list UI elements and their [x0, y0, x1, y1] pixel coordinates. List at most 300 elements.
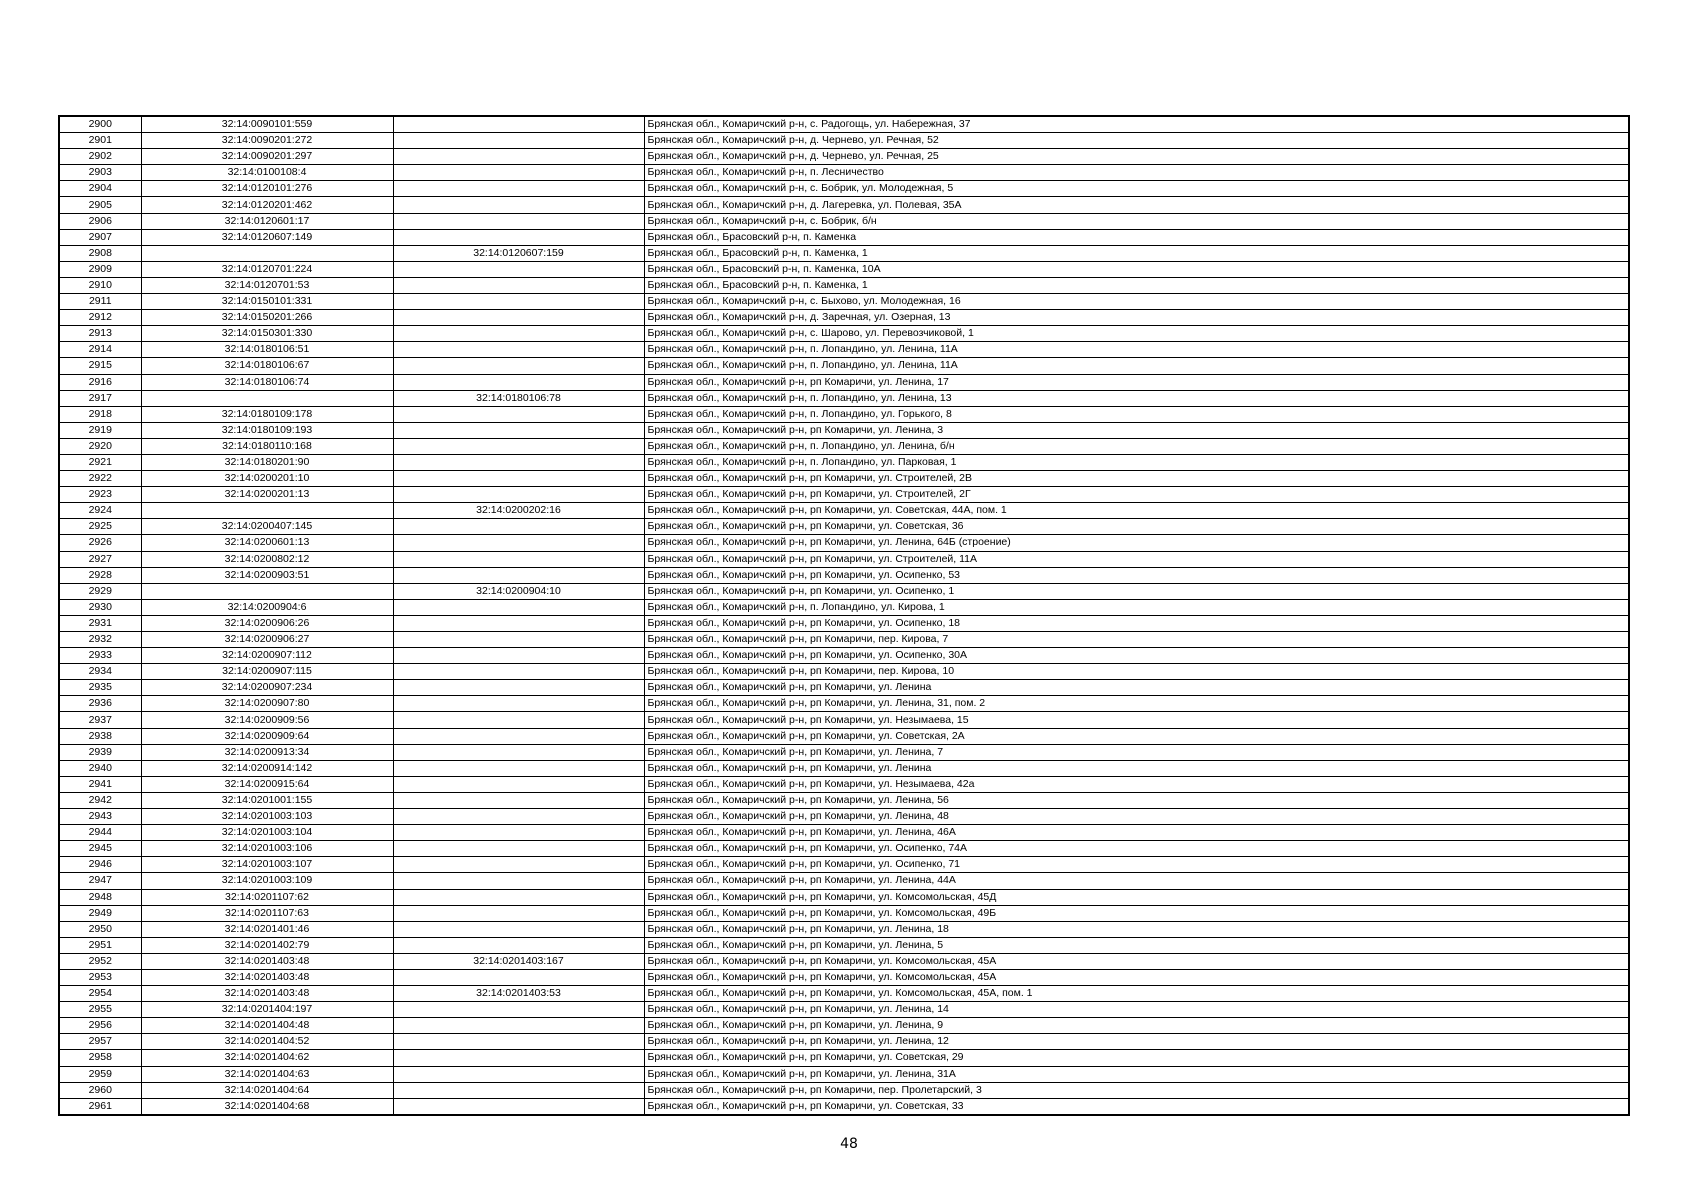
address-cell: Брянская обл., Комаричский р-н, рп Комаричи, ул. Ленина: [644, 760, 1629, 776]
cadastral-number-cell: [141, 583, 393, 599]
table-row: [59, 599, 1629, 615]
row-number-cell: 2946: [59, 857, 141, 873]
registry-table: [58, 115, 1630, 1116]
address-cell: Брянская обл., Комаричский р-н, рп Комаричи, ул. Строителей, 2Г: [644, 487, 1629, 503]
related-cadastral-number-cell: [393, 326, 644, 342]
address-cell: Брянская обл., Комаричский р-н, рп Комаричи, ул. Комсомольская, 45А: [644, 953, 1629, 969]
table-row: [59, 149, 1629, 165]
table-row: [59, 165, 1629, 181]
related-cadastral-number-cell: [393, 664, 644, 680]
cadastral-number-cell: 32:14:0090101:559: [141, 116, 393, 133]
address-cell: Брянская обл., Комаричский р-н, рп Комаричи, ул. Ленина, 31, пом. 2: [644, 696, 1629, 712]
related-cadastral-number-cell: [393, 1002, 644, 1018]
table-row: [59, 358, 1629, 374]
table-row: [59, 406, 1629, 422]
row-number-cell: 2944: [59, 825, 141, 841]
address-cell: Брянская обл., Комаричский р-н, п. Лопандино, ул. Ленина, б/н: [644, 438, 1629, 454]
cadastral-number-cell: 32:14:0201003:109: [141, 873, 393, 889]
row-number-cell: 2950: [59, 921, 141, 937]
table-row: [59, 696, 1629, 712]
related-cadastral-number-cell: [393, 374, 644, 390]
address-cell: Брянская обл., Комаричский р-н, п. Лопандино, ул. Ленина, 13: [644, 390, 1629, 406]
row-number-cell: 2918: [59, 406, 141, 422]
cadastral-number-cell: [141, 245, 393, 261]
address-cell: Брянская обл., Комаричский р-н, рп Комаричи, ул. Комсомольская, 45Д: [644, 889, 1629, 905]
address-cell: Брянская обл., Комаричский р-н, рп Комаричи, ул. Комсомольская, 45А: [644, 969, 1629, 985]
row-number-cell: 2905: [59, 197, 141, 213]
address-cell: Брянская обл., Комаричский р-н, рп Комаричи, ул. Советская, 2А: [644, 728, 1629, 744]
related-cadastral-number-cell: [393, 342, 644, 358]
related-cadastral-number-cell: [393, 728, 644, 744]
address-cell: Брянская обл., Комаричский р-н, рп Комаричи, ул. Ленина, 12: [644, 1034, 1629, 1050]
table-row: [59, 487, 1629, 503]
table-row: [59, 921, 1629, 937]
table-row: [59, 294, 1629, 310]
table-row: [59, 841, 1629, 857]
address-cell: Брянская обл., Комаричский р-н, рп Комаричи, ул. Комсомольская, 45А, пом. 1: [644, 986, 1629, 1002]
row-number-cell: 2936: [59, 696, 141, 712]
row-number-cell: 2913: [59, 326, 141, 342]
cadastral-number-cell: 32:14:0201003:104: [141, 825, 393, 841]
address-cell: Брянская обл., Комаричский р-н, рп Комаричи, пер. Кирова, 10: [644, 664, 1629, 680]
cadastral-number-cell: 32:14:0120101:276: [141, 181, 393, 197]
address-cell: Брянская обл., Комаричский р-н, рп Комаричи, ул. Незымаева, 15: [644, 712, 1629, 728]
row-number-cell: 2948: [59, 889, 141, 905]
related-cadastral-number-cell: [393, 632, 644, 648]
address-cell: Брянская обл., Брасовский р-н, п. Каменка, 10А: [644, 261, 1629, 277]
row-number-cell: 2956: [59, 1018, 141, 1034]
cadastral-number-cell: 32:14:0150101:331: [141, 294, 393, 310]
row-number-cell: 2902: [59, 149, 141, 165]
cadastral-number-cell: [141, 503, 393, 519]
table-row: [59, 809, 1629, 825]
cadastral-number-cell: 32:14:0180110:168: [141, 438, 393, 454]
related-cadastral-number-cell: [393, 471, 644, 487]
address-cell: Брянская обл., Комаричский р-н, п. Лопандино, ул. Парковая, 1: [644, 454, 1629, 470]
address-cell: Брянская обл., Комаричский р-н, рп Комаричи, ул. Строителей, 2В: [644, 471, 1629, 487]
related-cadastral-number-cell: [393, 519, 644, 535]
cadastral-number-cell: 32:14:0201107:63: [141, 905, 393, 921]
related-cadastral-number-cell: 32:14:0200202:16: [393, 503, 644, 519]
cadastral-number-cell: 32:14:0180106:51: [141, 342, 393, 358]
row-number-cell: 2934: [59, 664, 141, 680]
table-row: [59, 953, 1629, 969]
table-row: [59, 1098, 1629, 1115]
address-cell: Брянская обл., Комаричский р-н, рп Комаричи, пер. Кирова, 7: [644, 632, 1629, 648]
page-number: 48: [840, 1136, 858, 1152]
related-cadastral-number-cell: [393, 165, 644, 181]
related-cadastral-number-cell: [393, 310, 644, 326]
address-cell: Брянская обл., Комаричский р-н, д. Чернево, ул. Речная, 25: [644, 149, 1629, 165]
table-row: [59, 776, 1629, 792]
address-cell: Брянская обл., Комаричский р-н, рп Комаричи, ул. Ленина, 5: [644, 937, 1629, 953]
table-row: [59, 680, 1629, 696]
row-number-cell: 2909: [59, 261, 141, 277]
address-cell: Брянская обл., Комаричский р-н, рп Комаричи, ул. Осипенко, 18: [644, 615, 1629, 631]
related-cadastral-number-cell: [393, 825, 644, 841]
table-row: [59, 229, 1629, 245]
address-cell: Брянская обл., Комаричский р-н, п. Лопандино, ул. Кирова, 1: [644, 599, 1629, 615]
cadastral-number-cell: 32:14:0201404:63: [141, 1066, 393, 1082]
address-cell: Брянская обл., Комаричский р-н, рп Комаричи, ул. Ленина, 44А: [644, 873, 1629, 889]
cadastral-number-cell: 32:14:0200407:145: [141, 519, 393, 535]
row-number-cell: 2917: [59, 390, 141, 406]
row-number-cell: 2940: [59, 760, 141, 776]
row-number-cell: 2931: [59, 615, 141, 631]
row-number-cell: 2939: [59, 744, 141, 760]
row-number-cell: 2911: [59, 294, 141, 310]
address-cell: Брянская обл., Брасовский р-н, п. Каменка, 1: [644, 245, 1629, 261]
address-cell: Брянская обл., Комаричский р-н, рп Комаричи, ул. Осипенко, 71: [644, 857, 1629, 873]
table-row: [59, 197, 1629, 213]
row-number-cell: 2942: [59, 792, 141, 808]
related-cadastral-number-cell: [393, 229, 644, 245]
row-number-cell: 2953: [59, 969, 141, 985]
related-cadastral-number-cell: [393, 599, 644, 615]
row-number-cell: 2945: [59, 841, 141, 857]
cadastral-number-cell: 32:14:0201404:52: [141, 1034, 393, 1050]
row-number-cell: 2927: [59, 551, 141, 567]
related-cadastral-number-cell: [393, 149, 644, 165]
related-cadastral-number-cell: [393, 567, 644, 583]
related-cadastral-number-cell: [393, 905, 644, 921]
cadastral-number-cell: 32:14:0200907:112: [141, 648, 393, 664]
cadastral-number-cell: 32:14:0180106:74: [141, 374, 393, 390]
address-cell: Брянская обл., Комаричский р-н, рп Комаричи, ул. Осипенко, 1: [644, 583, 1629, 599]
related-cadastral-number-cell: [393, 294, 644, 310]
related-cadastral-number-cell: [393, 1066, 644, 1082]
cadastral-number-cell: 32:14:0201404:68: [141, 1098, 393, 1115]
cadastral-number-cell: 32:14:0200601:13: [141, 535, 393, 551]
table-row: [59, 454, 1629, 470]
address-cell: Брянская обл., Комаричский р-н, д. Лагеревка, ул. Полевая, 35А: [644, 197, 1629, 213]
row-number-cell: 2914: [59, 342, 141, 358]
row-number-cell: 2933: [59, 648, 141, 664]
address-cell: Брянская обл., Комаричский р-н, п. Лопандино, ул. Горького, 8: [644, 406, 1629, 422]
row-number-cell: 2924: [59, 503, 141, 519]
row-number-cell: 2937: [59, 712, 141, 728]
cadastral-number-cell: 32:14:0200907:115: [141, 664, 393, 680]
related-cadastral-number-cell: [393, 615, 644, 631]
related-cadastral-number-cell: [393, 116, 644, 133]
table-row: [59, 390, 1629, 406]
related-cadastral-number-cell: [393, 1050, 644, 1066]
registry-sheet: [58, 115, 1628, 1116]
address-cell: Брянская обл., Комаричский р-н, рп Комаричи, ул. Строителей, 11А: [644, 551, 1629, 567]
cadastral-number-cell: 32:14:0090201:297: [141, 149, 393, 165]
cadastral-number-cell: 32:14:0201401:46: [141, 921, 393, 937]
table-row: [59, 503, 1629, 519]
related-cadastral-number-cell: 32:14:0180106:78: [393, 390, 644, 406]
related-cadastral-number-cell: [393, 809, 644, 825]
related-cadastral-number-cell: [393, 969, 644, 985]
registry-table-body: [59, 116, 1629, 1115]
related-cadastral-number-cell: [393, 760, 644, 776]
table-row: [59, 374, 1629, 390]
row-number-cell: 2949: [59, 905, 141, 921]
related-cadastral-number-cell: [393, 277, 644, 293]
address-cell: Брянская обл., Комаричский р-н, рп Комаричи, ул. Ленина, 64Б (строение): [644, 535, 1629, 551]
related-cadastral-number-cell: 32:14:0201403:167: [393, 953, 644, 969]
related-cadastral-number-cell: [393, 213, 644, 229]
row-number-cell: 2932: [59, 632, 141, 648]
address-cell: Брянская обл., Брасовский р-н, п. Каменка, 1: [644, 277, 1629, 293]
address-cell: Брянская обл., Комаричский р-н, д. Чернево, ул. Речная, 52: [644, 133, 1629, 149]
address-cell: Брянская обл., Комаричский р-н, рп Комаричи, ул. Ленина, 46А: [644, 825, 1629, 841]
cadastral-number-cell: 32:14:0180109:193: [141, 422, 393, 438]
table-row: [59, 1082, 1629, 1098]
address-cell: Брянская обл., Комаричский р-н, рп Комаричи, ул. Советская, 36: [644, 519, 1629, 535]
related-cadastral-number-cell: [393, 889, 644, 905]
related-cadastral-number-cell: [393, 648, 644, 664]
table-row: [59, 438, 1629, 454]
cadastral-number-cell: 32:14:0200915:64: [141, 776, 393, 792]
cadastral-number-cell: 32:14:0201403:48: [141, 986, 393, 1002]
table-row: [59, 792, 1629, 808]
related-cadastral-number-cell: [393, 744, 644, 760]
table-row: [59, 744, 1629, 760]
table-row: [59, 664, 1629, 680]
row-number-cell: 2938: [59, 728, 141, 744]
related-cadastral-number-cell: [393, 422, 644, 438]
address-cell: Брянская обл., Комаричский р-н, рп Комаричи, ул. Ленина, 17: [644, 374, 1629, 390]
row-number-cell: 2929: [59, 583, 141, 599]
row-number-cell: 2921: [59, 454, 141, 470]
cadastral-number-cell: 32:14:0201003:103: [141, 809, 393, 825]
cadastral-number-cell: [141, 390, 393, 406]
related-cadastral-number-cell: [393, 438, 644, 454]
cadastral-number-cell: 32:14:0120201:462: [141, 197, 393, 213]
related-cadastral-number-cell: [393, 696, 644, 712]
address-cell: Брянская обл., Комаричский р-н, с. Бобрик, ул. Молодежная, 5: [644, 181, 1629, 197]
row-number-cell: 2900: [59, 116, 141, 133]
related-cadastral-number-cell: [393, 873, 644, 889]
row-number-cell: 2925: [59, 519, 141, 535]
related-cadastral-number-cell: [393, 181, 644, 197]
related-cadastral-number-cell: [393, 406, 644, 422]
related-cadastral-number-cell: [393, 680, 644, 696]
related-cadastral-number-cell: 32:14:0120607:159: [393, 245, 644, 261]
row-number-cell: 2926: [59, 535, 141, 551]
row-number-cell: 2952: [59, 953, 141, 969]
related-cadastral-number-cell: [393, 792, 644, 808]
cadastral-number-cell: 32:14:0180106:67: [141, 358, 393, 374]
table-row: [59, 116, 1629, 133]
row-number-cell: 2928: [59, 567, 141, 583]
table-row: [59, 1034, 1629, 1050]
address-cell: Брянская обл., Комаричский р-н, рп Комаричи, ул. Ленина, 14: [644, 1002, 1629, 1018]
table-row: [59, 133, 1629, 149]
table-row: [59, 986, 1629, 1002]
address-cell: Брянская обл., Комаричский р-н, рп Комаричи, ул. Ленина, 3: [644, 422, 1629, 438]
related-cadastral-number-cell: [393, 776, 644, 792]
cadastral-number-cell: 32:14:0201003:107: [141, 857, 393, 873]
related-cadastral-number-cell: 32:14:0201403:53: [393, 986, 644, 1002]
table-row: [59, 1050, 1629, 1066]
cadastral-number-cell: 32:14:0180109:178: [141, 406, 393, 422]
address-cell: Брянская обл., Комаричский р-н, рп Комаричи, ул. Ленина, 31А: [644, 1066, 1629, 1082]
cadastral-number-cell: 32:14:0201001:155: [141, 792, 393, 808]
row-number-cell: 2961: [59, 1098, 141, 1115]
related-cadastral-number-cell: [393, 487, 644, 503]
address-cell: Брянская обл., Комаричский р-н, с. Быхово, ул. Молодежная, 16: [644, 294, 1629, 310]
related-cadastral-number-cell: [393, 841, 644, 857]
related-cadastral-number-cell: [393, 261, 644, 277]
address-cell: Брянская обл., Комаричский р-н, рп Комаричи, ул. Осипенко, 74А: [644, 841, 1629, 857]
cadastral-number-cell: 32:14:0120601:17: [141, 213, 393, 229]
address-cell: Брянская обл., Комаричский р-н, п. Лесничество: [644, 165, 1629, 181]
address-cell: Брянская обл., Комаричский р-н, рп Комаричи, ул. Ленина, 9: [644, 1018, 1629, 1034]
address-cell: Брянская обл., Комаричский р-н, рп Комаричи, ул. Ленина: [644, 680, 1629, 696]
related-cadastral-number-cell: [393, 857, 644, 873]
table-row: [59, 905, 1629, 921]
row-number-cell: 2901: [59, 133, 141, 149]
related-cadastral-number-cell: [393, 712, 644, 728]
cadastral-number-cell: 32:14:0200201:13: [141, 487, 393, 503]
row-number-cell: 2916: [59, 374, 141, 390]
row-number-cell: 2930: [59, 599, 141, 615]
table-row: [59, 969, 1629, 985]
address-cell: Брянская обл., Комаричский р-н, рп Комаричи, ул. Ленина, 18: [644, 921, 1629, 937]
table-row: [59, 712, 1629, 728]
address-cell: Брянская обл., Комаричский р-н, рп Комаричи, ул. Советская, 44А, пом. 1: [644, 503, 1629, 519]
table-row: [59, 825, 1629, 841]
table-row: [59, 760, 1629, 776]
address-cell: Брянская обл., Комаричский р-н, п. Лопандино, ул. Ленина, 11А: [644, 342, 1629, 358]
table-row: [59, 342, 1629, 358]
address-cell: Брянская обл., Комаричский р-н, с. Шарово, ул. Перевозчиковой, 1: [644, 326, 1629, 342]
cadastral-number-cell: 32:14:0200909:64: [141, 728, 393, 744]
related-cadastral-number-cell: [393, 535, 644, 551]
table-row: [59, 261, 1629, 277]
cadastral-number-cell: 32:14:0200904:6: [141, 599, 393, 615]
cadastral-number-cell: 32:14:0120701:53: [141, 277, 393, 293]
row-number-cell: 2941: [59, 776, 141, 792]
cadastral-number-cell: 32:14:0201404:48: [141, 1018, 393, 1034]
table-row: [59, 889, 1629, 905]
table-row: [59, 245, 1629, 261]
address-cell: Брянская обл., Комаричский р-н, рп Комаричи, ул. Ленина, 7: [644, 744, 1629, 760]
row-number-cell: 2920: [59, 438, 141, 454]
address-cell: Брянская обл., Комаричский р-н, рп Комаричи, ул. Ленина, 56: [644, 792, 1629, 808]
address-cell: Брянская обл., Комаричский р-н, рп Комаричи, ул. Осипенко, 30А: [644, 648, 1629, 664]
cadastral-number-cell: 32:14:0100108:4: [141, 165, 393, 181]
row-number-cell: 2910: [59, 277, 141, 293]
table-row: [59, 1066, 1629, 1082]
table-row: [59, 213, 1629, 229]
related-cadastral-number-cell: [393, 454, 644, 470]
related-cadastral-number-cell: [393, 358, 644, 374]
related-cadastral-number-cell: [393, 1018, 644, 1034]
related-cadastral-number-cell: [393, 551, 644, 567]
table-row: [59, 728, 1629, 744]
cadastral-number-cell: 32:14:0200909:56: [141, 712, 393, 728]
row-number-cell: 2959: [59, 1066, 141, 1082]
cadastral-number-cell: 32:14:0200802:12: [141, 551, 393, 567]
row-number-cell: 2904: [59, 181, 141, 197]
cadastral-number-cell: 32:14:0200903:51: [141, 567, 393, 583]
table-row: [59, 326, 1629, 342]
table-row: [59, 519, 1629, 535]
table-row: [59, 937, 1629, 953]
row-number-cell: 2906: [59, 213, 141, 229]
related-cadastral-number-cell: [393, 197, 644, 213]
cadastral-number-cell: 32:14:0150301:330: [141, 326, 393, 342]
table-row: [59, 422, 1629, 438]
cadastral-number-cell: 32:14:0200906:26: [141, 615, 393, 631]
table-row: [59, 615, 1629, 631]
address-cell: Брянская обл., Комаричский р-н, рп Комаричи, ул. Осипенко, 53: [644, 567, 1629, 583]
related-cadastral-number-cell: [393, 921, 644, 937]
table-row: [59, 535, 1629, 551]
cadastral-number-cell: 32:14:0201003:106: [141, 841, 393, 857]
row-number-cell: 2955: [59, 1002, 141, 1018]
cadastral-number-cell: 32:14:0201402:79: [141, 937, 393, 953]
address-cell: Брянская обл., Комаричский р-н, рп Комаричи, ул. Незымаева, 42а: [644, 776, 1629, 792]
table-row: [59, 567, 1629, 583]
row-number-cell: 2915: [59, 358, 141, 374]
row-number-cell: 2923: [59, 487, 141, 503]
cadastral-number-cell: 32:14:0200913:34: [141, 744, 393, 760]
row-number-cell: 2958: [59, 1050, 141, 1066]
cadastral-number-cell: 32:14:0200914:142: [141, 760, 393, 776]
cadastral-number-cell: 32:14:0180201:90: [141, 454, 393, 470]
row-number-cell: 2951: [59, 937, 141, 953]
cadastral-number-cell: 32:14:0120701:224: [141, 261, 393, 277]
cadastral-number-cell: 32:14:0120607:149: [141, 229, 393, 245]
related-cadastral-number-cell: 32:14:0200904:10: [393, 583, 644, 599]
address-cell: Брянская обл., Комаричский р-н, п. Лопандино, ул. Ленина, 11А: [644, 358, 1629, 374]
cadastral-number-cell: 32:14:0200906:27: [141, 632, 393, 648]
cadastral-number-cell: 32:14:0200201:10: [141, 471, 393, 487]
address-cell: Брянская обл., Брасовский р-н, п. Каменка: [644, 229, 1629, 245]
address-cell: Брянская обл., Комаричский р-н, с. Радогощь, ул. Набережная, 37: [644, 116, 1629, 133]
table-row: [59, 873, 1629, 889]
row-number-cell: 2943: [59, 809, 141, 825]
table-row: [59, 471, 1629, 487]
related-cadastral-number-cell: [393, 133, 644, 149]
cadastral-number-cell: 32:14:0201404:64: [141, 1082, 393, 1098]
cadastral-number-cell: 32:14:0090201:272: [141, 133, 393, 149]
cadastral-number-cell: 32:14:0201107:62: [141, 889, 393, 905]
address-cell: Брянская обл., Комаричский р-н, рп Комаричи, ул. Советская, 33: [644, 1098, 1629, 1115]
table-row: [59, 632, 1629, 648]
address-cell: Брянская обл., Комаричский р-н, рп Комаричи, ул. Советская, 29: [644, 1050, 1629, 1066]
table-row: [59, 310, 1629, 326]
related-cadastral-number-cell: [393, 1098, 644, 1115]
row-number-cell: 2960: [59, 1082, 141, 1098]
row-number-cell: 2957: [59, 1034, 141, 1050]
cadastral-number-cell: 32:14:0200907:234: [141, 680, 393, 696]
cadastral-number-cell: 32:14:0201404:62: [141, 1050, 393, 1066]
row-number-cell: 2908: [59, 245, 141, 261]
row-number-cell: 2947: [59, 873, 141, 889]
address-cell: Брянская обл., Комаричский р-н, с. Бобрик, б/н: [644, 213, 1629, 229]
row-number-cell: 2907: [59, 229, 141, 245]
cadastral-number-cell: 32:14:0200907:80: [141, 696, 393, 712]
address-cell: Брянская обл., Комаричский р-н, рп Комаричи, ул. Ленина, 48: [644, 809, 1629, 825]
row-number-cell: 2919: [59, 422, 141, 438]
row-number-cell: 2922: [59, 471, 141, 487]
table-row: [59, 583, 1629, 599]
row-number-cell: 2903: [59, 165, 141, 181]
related-cadastral-number-cell: [393, 1034, 644, 1050]
address-cell: Брянская обл., Комаричский р-н, рп Комаричи, пер. Пролетарский, 3: [644, 1082, 1629, 1098]
table-row: [59, 1002, 1629, 1018]
cadastral-number-cell: 32:14:0150201:266: [141, 310, 393, 326]
table-row: [59, 551, 1629, 567]
address-cell: Брянская обл., Комаричский р-н, рп Комаричи, ул. Комсомольская, 49Б: [644, 905, 1629, 921]
